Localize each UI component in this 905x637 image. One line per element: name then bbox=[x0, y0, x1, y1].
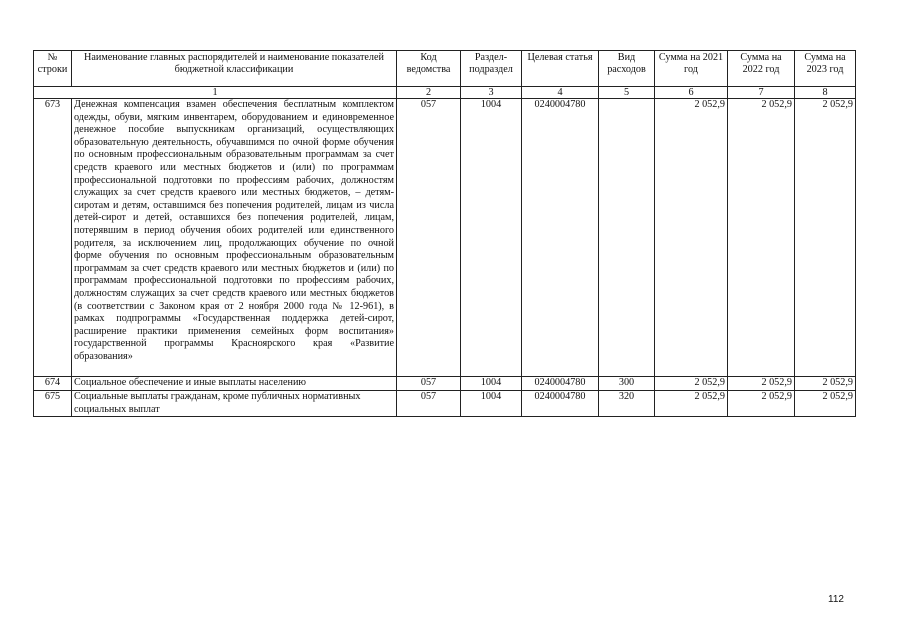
header-sum-2022: Сумма на 2022 год bbox=[728, 51, 795, 87]
column-number: 3 bbox=[461, 87, 522, 99]
row-number: 673 bbox=[34, 99, 72, 377]
row-number: 674 bbox=[34, 377, 72, 391]
row-sum-2022: 2 052,9 bbox=[728, 391, 795, 417]
header-sum-2021: Сумма на 2021 год bbox=[655, 51, 728, 87]
budget-table bbox=[33, 50, 856, 417]
row-dept-code: 057 bbox=[397, 99, 461, 377]
row-sum-2021: 2 052,9 bbox=[655, 377, 728, 391]
header-dept-code: Код ведомства bbox=[397, 51, 461, 87]
row-target-article: 0240004780 bbox=[522, 99, 599, 377]
row-name: Социальные выплаты гражданам, кроме публичных нормативных социальных выплат bbox=[72, 391, 397, 417]
table-row bbox=[34, 99, 856, 377]
row-target-article: 0240004780 bbox=[522, 391, 599, 417]
row-number: 675 bbox=[34, 391, 72, 417]
row-dept-code: 057 bbox=[397, 391, 461, 417]
row-section: 1004 bbox=[461, 377, 522, 391]
row-name: Денежная компенсация взамен обеспечения бесплатным комплектом одежды, обуви, мягким инвентарем, оборудованием и единовременное денежное пособие выпускникам организаций, осуществляющих образовательную деятельность, обучавшимся по очной форме обучения по основным профессиональным образовательным программам за счет средств краевого или местных бюджетов и (или) по программам профессиональной подготовки по профессиям рабочих, должностям служащих за счет средств краевого или местных бюджетов, – детям-сиротам и детям, оставшимся без попечения родителей, лицам из числа детей-сирот и детей, оставшихся без попечения родителей, лицам, потерявшим в период обучения обоих родителей или единственного родителя, за исключением лиц, продолжающих обучение по очной форме обучения по основным профессиональным образовательным программам за счет средств краевого или местных бюджетов и (или) по программам профессиональной подготовки по профессиям рабочих, должностям служащих за счет средств краевого или местных бюджетов (в соответствии с Законом края от 2 ноября 2000 года № 12-961), в рамках подпрограммы «Государственная поддержка детей-сирот, расширение практики применения семейных форм воспитания» государственной программы Красноярского края «Развитие образования» bbox=[72, 99, 397, 377]
row-section: 1004 bbox=[461, 391, 522, 417]
header-target-article: Целевая статья bbox=[522, 51, 599, 87]
row-target-article: 0240004780 bbox=[522, 377, 599, 391]
row-sum-2021: 2 052,9 bbox=[655, 99, 728, 377]
header-sum-2023: Сумма на 2023 год bbox=[795, 51, 856, 87]
row-sum-2023: 2 052,9 bbox=[795, 99, 856, 377]
header-expense-type: Вид расходов bbox=[599, 51, 655, 87]
row-sum-2023: 2 052,9 bbox=[795, 391, 856, 417]
row-section: 1004 bbox=[461, 99, 522, 377]
header-section: Раздел-подраздел bbox=[461, 51, 522, 87]
column-number: 5 bbox=[599, 87, 655, 99]
row-expense-type bbox=[599, 99, 655, 377]
row-expense-type: 320 bbox=[599, 391, 655, 417]
row-sum-2023: 2 052,9 bbox=[795, 377, 856, 391]
row-sum-2021: 2 052,9 bbox=[655, 391, 728, 417]
column-number: 2 bbox=[397, 87, 461, 99]
header-name: Наименование главных распорядителей и наименование показателей бюджетной классификации bbox=[72, 51, 397, 87]
column-number: 8 bbox=[795, 87, 856, 99]
column-number: 7 bbox=[728, 87, 795, 99]
page-number: 112 bbox=[828, 594, 844, 605]
table-row bbox=[34, 391, 856, 417]
header-row bbox=[34, 51, 856, 87]
row-expense-type: 300 bbox=[599, 377, 655, 391]
column-number: 6 bbox=[655, 87, 728, 99]
column-number-row bbox=[34, 87, 856, 99]
column-number: 4 bbox=[522, 87, 599, 99]
row-sum-2022: 2 052,9 bbox=[728, 99, 795, 377]
row-dept-code: 057 bbox=[397, 377, 461, 391]
header-row-number: № строки bbox=[34, 51, 72, 87]
column-number: 1 bbox=[34, 87, 397, 99]
table-row bbox=[34, 377, 856, 391]
row-name: Социальное обеспечение и иные выплаты населению bbox=[72, 377, 397, 391]
row-sum-2022: 2 052,9 bbox=[728, 377, 795, 391]
